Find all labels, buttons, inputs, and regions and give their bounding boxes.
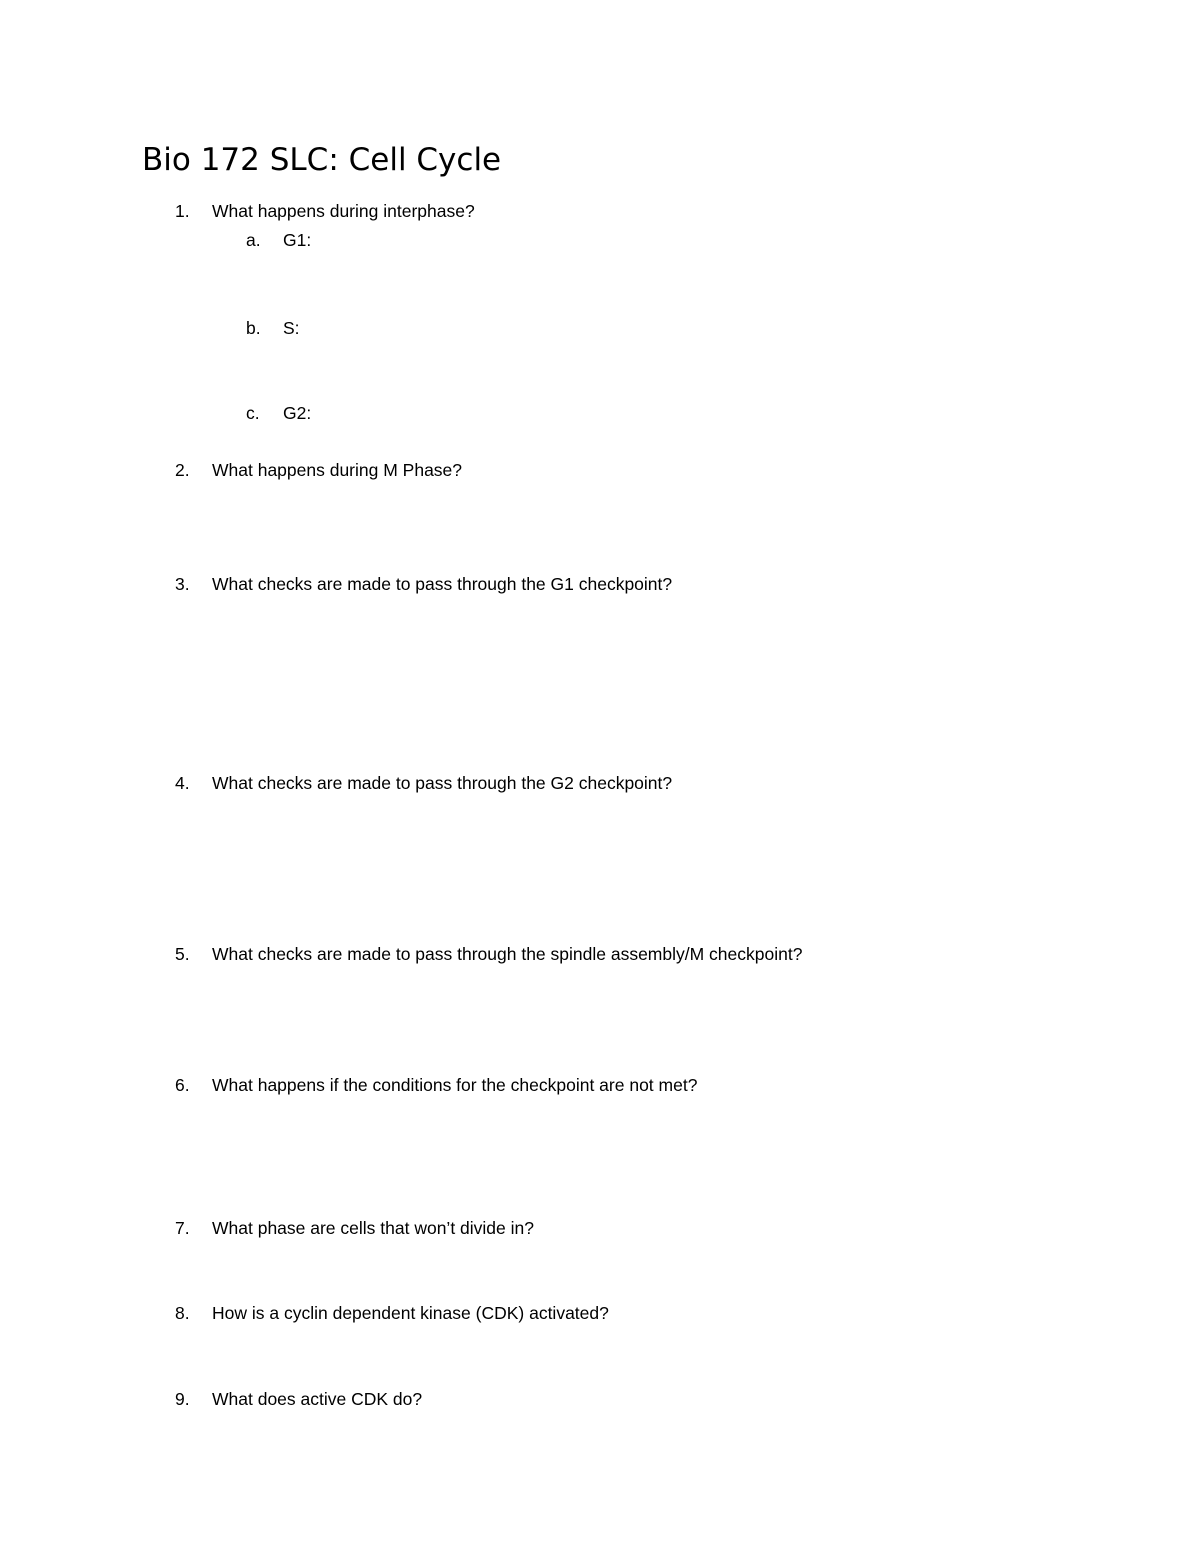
page-title: Bio 172 SLC: Cell Cycle bbox=[142, 142, 502, 178]
subitem-letter: c. bbox=[246, 403, 260, 423]
question-text: How is a cyclin dependent kinase (CDK) activated? bbox=[212, 1303, 609, 1323]
question-number: 6. bbox=[175, 1075, 190, 1095]
question-number: 7. bbox=[175, 1218, 190, 1238]
subitem-text-g1: G1: bbox=[283, 230, 312, 250]
question-number: 3. bbox=[175, 574, 190, 594]
question-number: 1. bbox=[175, 201, 190, 221]
question-text: What does active CDK do? bbox=[212, 1389, 423, 1409]
question-text: What checks are made to pass through the spindle assembly/M checkpoint? bbox=[212, 944, 803, 964]
question-text: What checks are made to pass through the G2 checkpoint? bbox=[212, 773, 673, 793]
question-text: What happens if the conditions for the checkpoint are not met? bbox=[212, 1075, 698, 1095]
subitem-letter: a. bbox=[246, 230, 261, 250]
subitem-letter: b. bbox=[246, 318, 261, 338]
question-number: 2. bbox=[175, 460, 190, 480]
subitem-text-s: S: bbox=[283, 318, 300, 338]
subitem-text-g2: G2: bbox=[283, 403, 312, 423]
question-text: What checks are made to pass through the G1 checkpoint? bbox=[212, 574, 673, 594]
question-text: What happens during M Phase? bbox=[212, 460, 463, 480]
question-number: 9. bbox=[175, 1389, 190, 1409]
question-number: 8. bbox=[175, 1303, 190, 1323]
question-number: 5. bbox=[175, 944, 190, 964]
question-number: 4. bbox=[175, 773, 190, 793]
question-text: What phase are cells that won’t divide in? bbox=[212, 1218, 534, 1238]
question-text: What happens during interphase? bbox=[212, 201, 475, 221]
